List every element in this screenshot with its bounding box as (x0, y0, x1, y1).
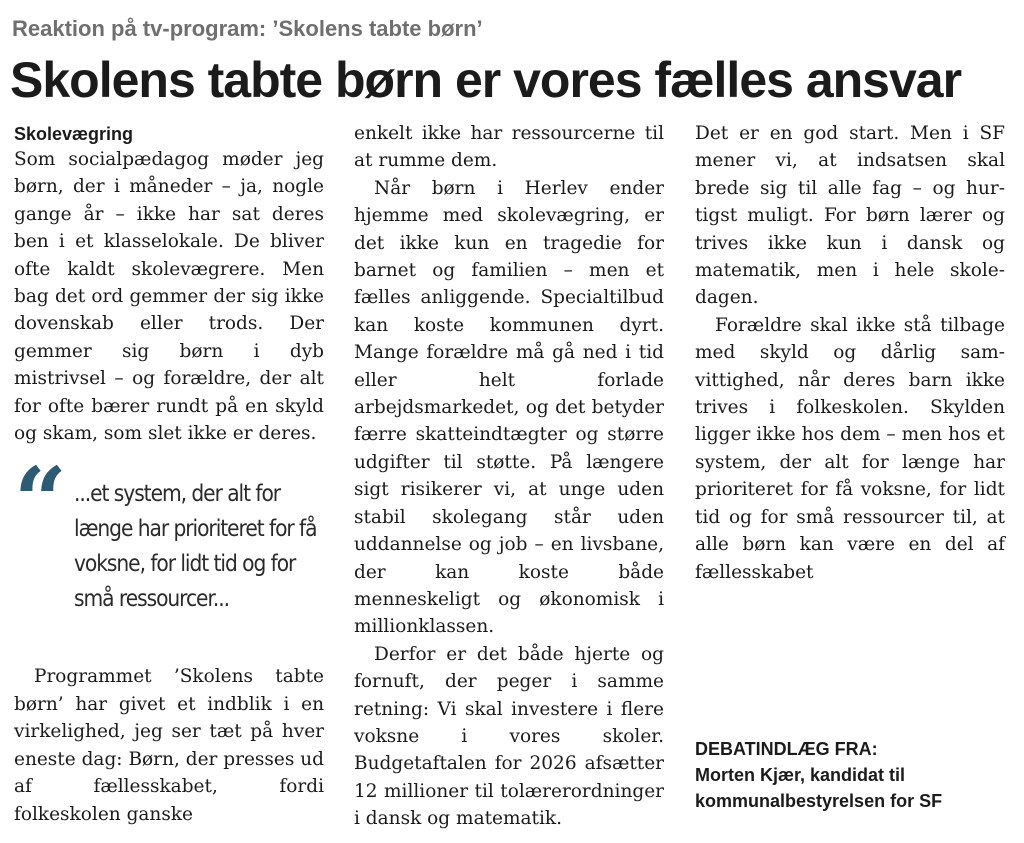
paragraph-7: Forældre skal ikke stå tilbage med skyld og dårlig samvittighed, når deres barn ikke trives i folkeskolen. Skylden ligger ikke hos dem – men hos et system, der alt for længe har prioriteret for få voksne, for lidt tid og for små ressourcer til, at alle børn kan være en del af fællesskabet (695, 314, 1005, 583)
kicker: Reaktion på tv-program: ’Skolens tabte børn’ (12, 16, 483, 41)
column-3 (695, 120, 1005, 586)
pull-quote (14, 447, 324, 641)
paragraph-4: Når børn i Herlev ender hjemme med skolevægring, er det ikke kun en tragedie for barnet og familien – men et fælles anliggende. Specialtilbud kan koste kommunen dyrt. Mange forældre må gå ned i tid eller helt forlade arbejdsmarkedet, og det betyder færre skatteindtægter og større udgifter til støtte. På længere sigt risikerer vi, at unge uden stabil skolegang står uden uddannelse og job – en livsbane, der kan koste både menneskeligt og økonomisk i millionklassen. (354, 177, 664, 638)
quote-mark-icon: “ (14, 447, 67, 556)
column-2 (354, 120, 664, 833)
paragraph-2: Programmet ’Skolens tabte børn’ har givet et indblik i en virkelighed, jeg ser tæt på hver eneste dag: Børn, der presses ud af fællesskabet, fordi folkeskolen ganske (14, 666, 324, 825)
paragraph-6: Det er en god start. Men i SF mener vi, at indsatsen skal brede sig til alle fag – og hurtigst muligt. For børn lærer og trives ikke kun i dansk og matematik, men i hele skoledagen. (695, 123, 1005, 309)
paragraph-3: enkelt ikke har ressourcerne til at rumme dem. (354, 123, 664, 172)
pull-quote-text: ...et system, der alt for længe har prioriteret for få voksne, for lidt tid og for små ressourcer... (74, 481, 317, 613)
byline-role: kommunalbestyrelsen for SF (695, 791, 943, 811)
byline-author: Morten Kjær, kandidat til (695, 765, 906, 785)
subhead: Skolevægring (14, 124, 134, 144)
headline: Skolens tabte børn er vores fælles ansvar (10, 52, 962, 108)
paragraph-5: Derfor er det både hjerte og fornuft, der peger i samme retning: Vi skal investere i flere voksne i vores skoler. Budgetaftalen for 2026 afsætter 12 millioner til tolærerordninger i dansk og matematik. (354, 643, 664, 830)
byline (695, 736, 1015, 814)
paragraph-1: Som socialpædagog møder jeg børn, der i måneder – ja, nogle gange år – ikke har sat deres ben i et klasselokale. De bliver ofte kaldt skolevægrere. Men bag det ord gemmer der sig ikke dovenskab eller trods. Der gemmer sig børn i dyb mistrivsel – og forældre, der alt for ofte bærer rundt på en skyld og skam, som slet ikke er deres. (14, 149, 324, 445)
column-1 (14, 122, 324, 828)
byline-label: DEBATINDLÆG FRA: (695, 739, 878, 759)
